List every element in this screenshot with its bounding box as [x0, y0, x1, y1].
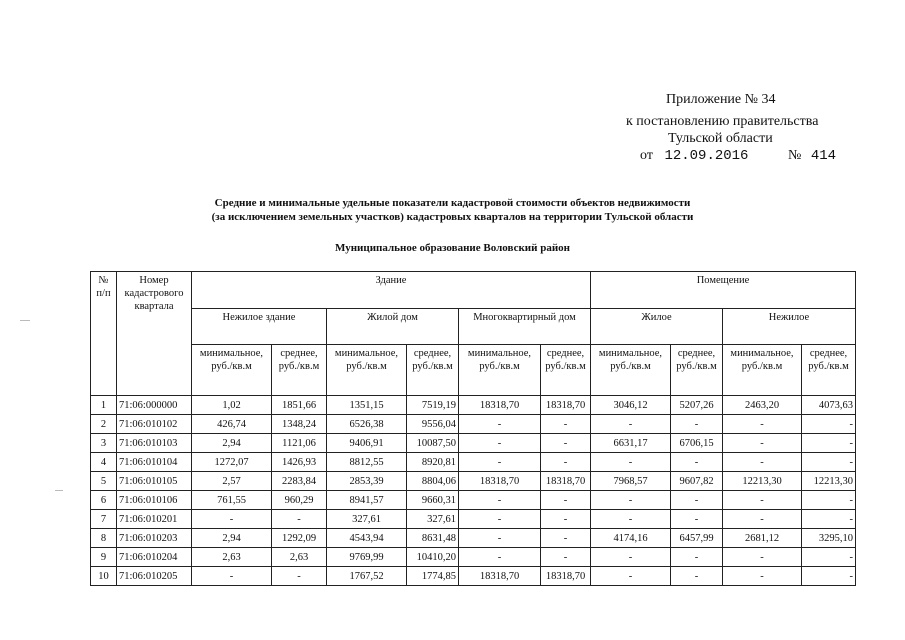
table-cell: 10	[91, 567, 117, 586]
table-cell: -	[591, 415, 671, 434]
table-cell: 5	[91, 472, 117, 491]
table-cell: -	[671, 567, 723, 586]
table-cell: 9660,31	[407, 491, 459, 510]
table-cell: -	[671, 491, 723, 510]
table-cell: 5207,26	[671, 396, 723, 415]
table-cell: 4	[91, 453, 117, 472]
table-cell: 71:06:010203	[117, 529, 192, 548]
table-cell: -	[723, 453, 802, 472]
table-cell: -	[591, 453, 671, 472]
table-cell: 10087,50	[407, 434, 459, 453]
table-cell: -	[671, 548, 723, 567]
table-cell: 4073,63	[802, 396, 856, 415]
table-row	[91, 453, 856, 472]
table-row	[91, 567, 856, 586]
header-min: минимальное, руб./кв.м	[192, 345, 272, 396]
table-cell: 2681,12	[723, 529, 802, 548]
table-cell: 6457,99	[671, 529, 723, 548]
table-cell: 761,55	[192, 491, 272, 510]
table-cell: 7	[91, 510, 117, 529]
doc-title-line1: Средние и минимальные удельные показатели кадастровой стоимости объектов недвижимости	[214, 197, 691, 209]
appendix-decree: к постановлению правительства	[626, 114, 819, 129]
table-cell: 4174,16	[591, 529, 671, 548]
table-cell: 2,94	[192, 529, 272, 548]
appendix-date-row	[640, 148, 836, 164]
header-residential-premises: Жилое	[591, 309, 723, 345]
table-cell: -	[541, 529, 591, 548]
table-cell: 327,61	[407, 510, 459, 529]
table-cell: -	[802, 491, 856, 510]
table-cell: 8941,57	[327, 491, 407, 510]
header-residential-house: Жилой дом	[327, 309, 459, 345]
table-cell: -	[723, 548, 802, 567]
table-cell: -	[591, 567, 671, 586]
table-cell: -	[723, 510, 802, 529]
table-cell: -	[541, 491, 591, 510]
header-building: Здание	[192, 272, 591, 309]
scan-mark	[20, 320, 30, 321]
table-cell: -	[541, 510, 591, 529]
table-cell: 2	[91, 415, 117, 434]
header-avg: среднее, руб./кв.м	[541, 345, 591, 396]
decree-number: 414	[810, 148, 837, 164]
table-cell: -	[802, 434, 856, 453]
table-cell: 8804,06	[407, 472, 459, 491]
header-min: минимальное, руб./кв.м	[459, 345, 541, 396]
table-cell: 8812,55	[327, 453, 407, 472]
table-cell: 71:06:000000	[117, 396, 192, 415]
table-cell: 2,57	[192, 472, 272, 491]
table-cell: 3	[91, 434, 117, 453]
doc-title-line2: (за исключением земельных участков) кадастровых кварталов на территории Тульской области	[211, 211, 694, 223]
table-cell: 71:06:010201	[117, 510, 192, 529]
table-cell: 8631,48	[407, 529, 459, 548]
table-cell: -	[541, 434, 591, 453]
table-cell: 426,74	[192, 415, 272, 434]
header-nonresidential-building: Нежилое здание	[192, 309, 327, 345]
table-cell: 71:06:010105	[117, 472, 192, 491]
table-cell: 7968,57	[591, 472, 671, 491]
table-cell: 1121,06	[272, 434, 327, 453]
table-cell: 18318,70	[459, 567, 541, 586]
table-cell: 8	[91, 529, 117, 548]
table-cell: -	[802, 510, 856, 529]
table-cell: -	[459, 548, 541, 567]
table-cell: 9556,04	[407, 415, 459, 434]
decree-date: 12.09.2016	[664, 148, 749, 164]
table-cell: -	[459, 415, 541, 434]
table-cell: 1348,24	[272, 415, 327, 434]
table-cell: 71:06:010205	[117, 567, 192, 586]
table-cell: 7519,19	[407, 396, 459, 415]
table-cell: 71:06:010204	[117, 548, 192, 567]
table-cell: -	[591, 491, 671, 510]
table-cell: -	[459, 529, 541, 548]
table-cell: 1292,09	[272, 529, 327, 548]
scan-mark	[55, 490, 63, 491]
table-cell: 1351,15	[327, 396, 407, 415]
table-cell: -	[541, 453, 591, 472]
table-cell: -	[671, 510, 723, 529]
header-avg: среднее, руб./кв.м	[671, 345, 723, 396]
table-cell: 1	[91, 396, 117, 415]
header-quarter: Номер кадастрового квартала	[117, 272, 192, 396]
table-cell: 1,02	[192, 396, 272, 415]
table-cell: -	[723, 491, 802, 510]
table-cell: 18318,70	[459, 396, 541, 415]
date-prefix: от	[640, 148, 653, 163]
table-cell: 1851,66	[272, 396, 327, 415]
header-apartment-building: Многоквартирный дом	[459, 309, 591, 345]
table-cell: 12213,30	[802, 472, 856, 491]
table-cell: 9607,82	[671, 472, 723, 491]
table-cell: -	[802, 548, 856, 567]
table-cell: -	[802, 453, 856, 472]
table-cell: -	[591, 510, 671, 529]
header-premises: Помещение	[591, 272, 856, 309]
header-nonresidential-premises: Нежилое	[723, 309, 856, 345]
header-num: № п/п	[91, 272, 117, 396]
table-cell: 6526,38	[327, 415, 407, 434]
table-row	[91, 510, 856, 529]
table-cell: 71:06:010102	[117, 415, 192, 434]
municipality-title: Муниципальное образование Воловский район	[334, 242, 571, 254]
table-cell: -	[192, 567, 272, 586]
table-cell: 4543,94	[327, 529, 407, 548]
number-prefix: №	[787, 148, 802, 163]
header-min: минимальное, руб./кв.м	[327, 345, 407, 396]
header-avg: среднее, руб./кв.м	[272, 345, 327, 396]
table-cell: 2,94	[192, 434, 272, 453]
table-cell: 9406,91	[327, 434, 407, 453]
header-min: минимальное, руб./кв.м	[591, 345, 671, 396]
appendix-number: Приложение № 34	[666, 92, 776, 107]
table-cell: -	[723, 415, 802, 434]
header-avg: среднее, руб./кв.м	[407, 345, 459, 396]
table-row	[91, 434, 856, 453]
table-cell: 1272,07	[192, 453, 272, 472]
table-cell: -	[541, 415, 591, 434]
table-cell: 2853,39	[327, 472, 407, 491]
table-cell: 6	[91, 491, 117, 510]
table-cell: 9769,99	[327, 548, 407, 567]
table-cell: -	[591, 548, 671, 567]
table-cell: 327,61	[327, 510, 407, 529]
table-cell: -	[272, 510, 327, 529]
table-cell: 2,63	[192, 548, 272, 567]
table-cell: 10410,20	[407, 548, 459, 567]
table-cell: 8920,81	[407, 453, 459, 472]
table-cell: 2,63	[272, 548, 327, 567]
table-cell: 6706,15	[671, 434, 723, 453]
table-cell: -	[671, 415, 723, 434]
table-cell: 12213,30	[723, 472, 802, 491]
table-cell: 1426,93	[272, 453, 327, 472]
table-cell: 18318,70	[541, 472, 591, 491]
table-row	[91, 396, 856, 415]
table-cell: -	[459, 453, 541, 472]
table-cell: 3295,10	[802, 529, 856, 548]
table-cell: -	[541, 548, 591, 567]
table-cell: -	[671, 453, 723, 472]
table-cell: -	[272, 567, 327, 586]
table-cell: 18318,70	[541, 567, 591, 586]
table-cell: -	[459, 434, 541, 453]
header-avg: среднее, руб./кв.м	[802, 345, 856, 396]
table-cell: 1767,52	[327, 567, 407, 586]
table-cell: 6631,17	[591, 434, 671, 453]
table-cell: -	[723, 434, 802, 453]
table-cell: 71:06:010104	[117, 453, 192, 472]
table-cell: 2283,84	[272, 472, 327, 491]
table-cell: -	[723, 567, 802, 586]
table-cell: 2463,20	[723, 396, 802, 415]
table-row	[91, 548, 856, 567]
cadastral-value-table	[90, 271, 856, 586]
table-cell: 9	[91, 548, 117, 567]
table-cell: -	[459, 491, 541, 510]
header-min: минимальное, руб./кв.м	[723, 345, 802, 396]
table-cell: 3046,12	[591, 396, 671, 415]
table-row	[91, 491, 856, 510]
table-cell: 71:06:010103	[117, 434, 192, 453]
table-row	[91, 415, 856, 434]
table-cell: -	[802, 567, 856, 586]
table-row	[91, 529, 856, 548]
table-cell: 960,29	[272, 491, 327, 510]
table-cell: -	[802, 415, 856, 434]
table-cell: 18318,70	[459, 472, 541, 491]
table-cell: 18318,70	[541, 396, 591, 415]
table-cell: -	[459, 510, 541, 529]
table-cell: -	[192, 510, 272, 529]
table-row	[91, 472, 856, 491]
table-cell: 71:06:010106	[117, 491, 192, 510]
appendix-region: Тульской области	[668, 131, 773, 146]
table-cell: 1774,85	[407, 567, 459, 586]
